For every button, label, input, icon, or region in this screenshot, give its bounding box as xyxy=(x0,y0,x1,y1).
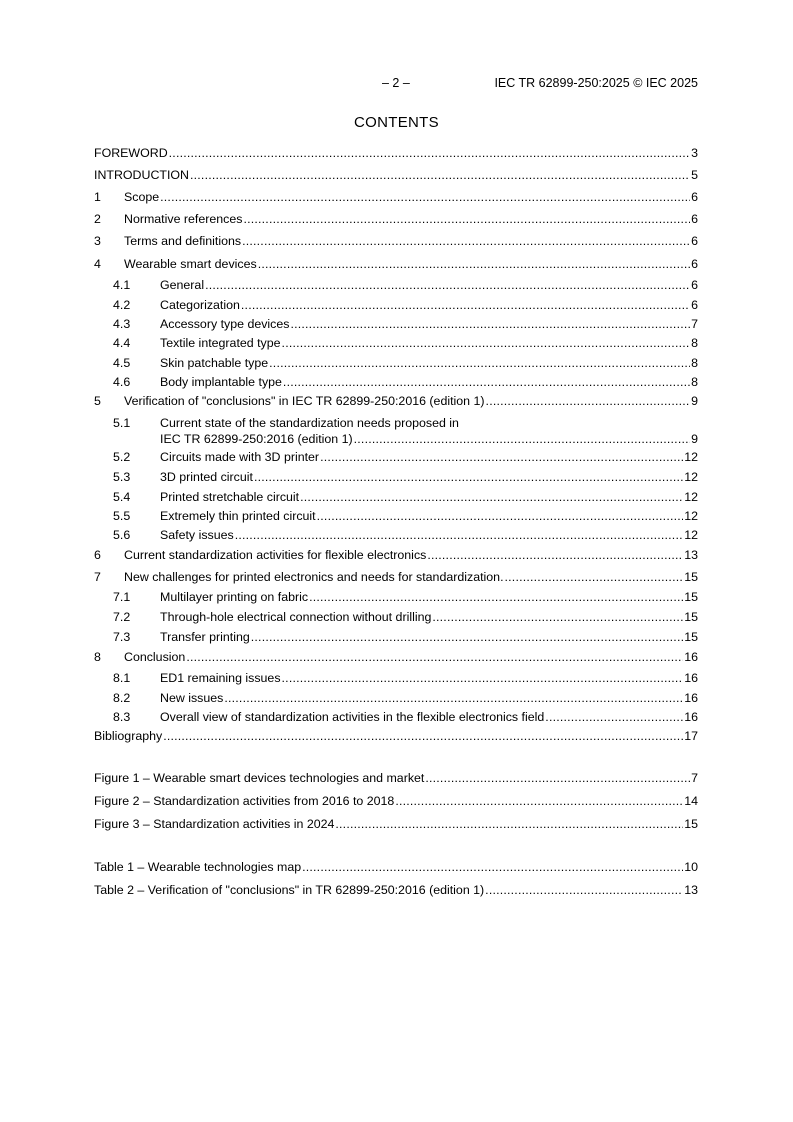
entry-number: 5.4 xyxy=(113,490,131,504)
entry-page-number: 8 xyxy=(691,375,698,389)
dot-leader xyxy=(505,569,684,585)
entry-number: 8.3 xyxy=(113,710,131,724)
entry-page-number: 9 xyxy=(691,432,698,446)
dot-leader xyxy=(425,770,690,786)
entry-page-number: 6 xyxy=(691,257,698,271)
toc-entry[interactable] xyxy=(94,709,698,725)
entry-title: Table 2 – Verification of "conclusions" in TR 62899-250:2016 (edition 1) xyxy=(94,883,485,897)
dot-leader xyxy=(224,690,683,706)
dot-leader xyxy=(254,469,683,485)
toc-entry[interactable] xyxy=(94,335,698,351)
dot-leader xyxy=(205,277,690,293)
dot-leader xyxy=(283,374,690,390)
entry-page-number: 15 xyxy=(684,590,698,604)
toc-entry[interactable] xyxy=(94,355,698,371)
entry-number: 2 xyxy=(94,212,101,226)
entry-page-number: 17 xyxy=(684,729,698,743)
entry-title: Safety issues xyxy=(160,528,234,542)
entry-number: 7 xyxy=(94,570,101,584)
dot-leader xyxy=(241,297,690,313)
table-entry[interactable] xyxy=(94,882,698,898)
entry-number: 5.5 xyxy=(113,509,131,523)
dot-leader xyxy=(186,649,683,665)
entry-number: 3 xyxy=(94,234,101,248)
toc-entry[interactable] xyxy=(94,489,698,505)
entry-title: Printed stretchable circuit xyxy=(160,490,300,504)
entry-title: ED1 remaining issues xyxy=(160,671,281,685)
entry-page-number: 7 xyxy=(691,317,698,331)
entry-title: Verification of "conclusions" in IEC TR 62899-250:2016 (edition 1) xyxy=(124,394,485,408)
dot-leader xyxy=(320,449,683,465)
toc-entry[interactable] xyxy=(94,233,698,249)
dot-leader xyxy=(486,393,691,409)
entry-number: 7.3 xyxy=(113,630,131,644)
entry-title: Normative references xyxy=(124,212,243,226)
toc-entry[interactable] xyxy=(94,609,698,625)
toc-entry[interactable] xyxy=(94,297,698,313)
toc-entry[interactable] xyxy=(94,690,698,706)
entry-title: Multilayer printing on fabric xyxy=(160,590,309,604)
entry-page-number: 8 xyxy=(691,356,698,370)
entry-title: Figure 1 – Wearable smart devices technologies and market xyxy=(94,771,425,785)
entry-number: 4.3 xyxy=(113,317,131,331)
toc-entry[interactable] xyxy=(94,649,698,665)
dot-leader xyxy=(317,508,684,524)
entry-page-number: 15 xyxy=(684,610,698,624)
entry-number: 8 xyxy=(94,650,101,664)
page-header xyxy=(0,76,793,92)
toc-entry[interactable] xyxy=(94,508,698,524)
entry-number: 5.3 xyxy=(113,470,131,484)
entry-page-number: 8 xyxy=(691,336,698,350)
entry-title: Accessory type devices xyxy=(160,317,290,331)
dot-leader xyxy=(235,527,684,543)
dot-leader xyxy=(427,547,683,563)
toc-entry[interactable] xyxy=(94,569,698,585)
entry-page-number: 15 xyxy=(684,817,698,831)
dot-leader xyxy=(169,145,690,161)
entry-number: 8.1 xyxy=(113,671,131,685)
entry-title: Scope xyxy=(124,190,160,204)
dot-leader xyxy=(163,728,683,744)
dot-leader xyxy=(335,816,683,832)
entry-number: 4.4 xyxy=(113,336,131,350)
entry-title: Textile integrated type xyxy=(160,336,281,350)
toc-entry[interactable] xyxy=(94,629,698,645)
document-reference: IEC TR 62899-250:2025 © IEC 2025 xyxy=(494,76,698,90)
entry-title: Figure 2 – Standardization activities from 2016 to 2018 xyxy=(94,794,395,808)
entry-title: INTRODUCTION xyxy=(94,168,189,182)
entry-number: 4.5 xyxy=(113,356,131,370)
entry-number: 5.2 xyxy=(113,450,131,464)
toc-entry[interactable] xyxy=(94,527,698,543)
entry-title: General xyxy=(160,278,205,292)
toc-entry[interactable] xyxy=(94,189,698,205)
entry-page-number: 12 xyxy=(684,528,698,542)
table-entry[interactable] xyxy=(94,859,698,875)
entry-title: Current standardization activities for flexible electronics xyxy=(124,548,427,562)
entry-page-number: 9 xyxy=(691,394,698,408)
entry-page-number: 14 xyxy=(684,794,698,808)
entry-title: FOREWORD xyxy=(94,146,168,160)
entry-number: 4.2 xyxy=(113,298,131,312)
dot-leader xyxy=(432,609,683,625)
entry-page-number: 15 xyxy=(684,570,698,584)
dot-leader xyxy=(309,589,683,605)
entry-page-number: 16 xyxy=(684,691,698,705)
entry-title: Table 1 – Wearable technologies map xyxy=(94,860,302,874)
dot-leader xyxy=(485,882,683,898)
toc-entry[interactable] xyxy=(94,670,698,686)
dot-leader xyxy=(545,709,683,725)
entry-title: Categorization xyxy=(160,298,240,312)
dot-leader xyxy=(395,793,683,809)
toc-entry[interactable] xyxy=(94,277,698,293)
entry-page-number: 16 xyxy=(684,650,698,664)
entry-page-number: 6 xyxy=(691,298,698,312)
entry-number: 7.2 xyxy=(113,610,131,624)
dot-leader xyxy=(282,670,684,686)
entry-title: Skin patchable type xyxy=(160,356,269,370)
entry-page-number: 12 xyxy=(684,450,698,464)
entry-number: 4 xyxy=(94,257,101,271)
entry-page-number: 13 xyxy=(684,883,698,897)
dot-leader xyxy=(269,355,690,371)
toc-entry[interactable] xyxy=(94,374,698,390)
entry-number: 7.1 xyxy=(113,590,131,604)
dot-leader xyxy=(160,189,690,205)
entry-title: New challenges for printed electronics and needs for standardization. xyxy=(124,570,504,584)
toc-entry[interactable] xyxy=(94,256,698,272)
entry-page-number: 6 xyxy=(691,278,698,292)
dot-leader xyxy=(190,167,690,183)
entry-title: Terms and definitions xyxy=(124,234,242,248)
entry-page-number: 5 xyxy=(691,168,698,182)
entry-number: 1 xyxy=(94,190,101,204)
toc-entry[interactable] xyxy=(94,316,698,332)
toc-entry[interactable] xyxy=(94,393,698,409)
entry-number: 4.6 xyxy=(113,375,131,389)
entry-title: Bibliography xyxy=(94,729,163,743)
entry-title: Current state of the standardization needs proposed in xyxy=(160,416,459,430)
entry-page-number: 6 xyxy=(691,190,698,204)
entry-number: 6 xyxy=(94,548,101,562)
entry-page-number: 10 xyxy=(684,860,698,874)
entry-title: 3D printed circuit xyxy=(160,470,253,484)
entry-title: Extremely thin printed circuit xyxy=(160,509,316,523)
entry-number: 4.1 xyxy=(113,278,131,292)
entry-number: 5.1 xyxy=(113,416,131,430)
entry-title: Through-hole electrical connection without drilling xyxy=(160,610,432,624)
dot-leader xyxy=(258,256,690,272)
toc-entry[interactable] xyxy=(94,211,698,227)
entry-title: Transfer printing xyxy=(160,630,250,644)
entry-title: Body implantable type xyxy=(160,375,282,389)
toc-entry[interactable] xyxy=(94,449,698,465)
dot-leader xyxy=(282,335,691,351)
toc-entry-continuation[interactable] xyxy=(160,431,698,447)
entry-title: Conclusion xyxy=(124,650,186,664)
toc-entry[interactable] xyxy=(94,167,698,183)
toc-entry[interactable] xyxy=(94,145,698,161)
contents-title: CONTENTS xyxy=(354,114,439,131)
entry-title: Circuits made with 3D printer xyxy=(160,450,320,464)
page-number: – 2 – xyxy=(382,76,410,90)
figure-entry[interactable] xyxy=(94,793,698,809)
dot-leader xyxy=(354,431,690,447)
entry-page-number: 12 xyxy=(684,509,698,523)
dot-leader xyxy=(243,211,690,227)
entry-page-number: 15 xyxy=(684,630,698,644)
dot-leader xyxy=(302,859,683,875)
dot-leader xyxy=(242,233,690,249)
entry-page-number: 6 xyxy=(691,212,698,226)
entry-page-number: 3 xyxy=(691,146,698,160)
entry-page-number: 16 xyxy=(684,671,698,685)
entry-page-number: 13 xyxy=(684,548,698,562)
entry-page-number: 12 xyxy=(684,490,698,504)
toc-entry[interactable] xyxy=(94,589,698,605)
toc-entry[interactable] xyxy=(94,469,698,485)
entry-number: 5 xyxy=(94,394,101,408)
entry-title: Figure 3 – Standardization activities in 2024 xyxy=(94,817,335,831)
entry-number: 5.6 xyxy=(113,528,131,542)
figure-entry[interactable] xyxy=(94,770,698,786)
entry-page-number: 12 xyxy=(684,470,698,484)
entry-page-number: 6 xyxy=(691,234,698,248)
entry-page-number: 7 xyxy=(691,771,698,785)
dot-leader xyxy=(300,489,683,505)
figure-entry[interactable] xyxy=(94,816,698,832)
dot-leader xyxy=(290,316,690,332)
dot-leader xyxy=(251,629,683,645)
entry-title: New issues xyxy=(160,691,224,705)
toc-entry[interactable] xyxy=(94,728,698,744)
toc-entry[interactable] xyxy=(94,415,698,431)
toc-entry[interactable] xyxy=(94,547,698,563)
entry-title-continuation: IEC TR 62899-250:2016 (edition 1) xyxy=(160,432,353,446)
entry-title: Wearable smart devices xyxy=(124,257,257,271)
entry-page-number: 16 xyxy=(684,710,698,724)
entry-number: 8.2 xyxy=(113,691,131,705)
entry-title: Overall view of standardization activities in the flexible electronics field xyxy=(160,710,545,724)
